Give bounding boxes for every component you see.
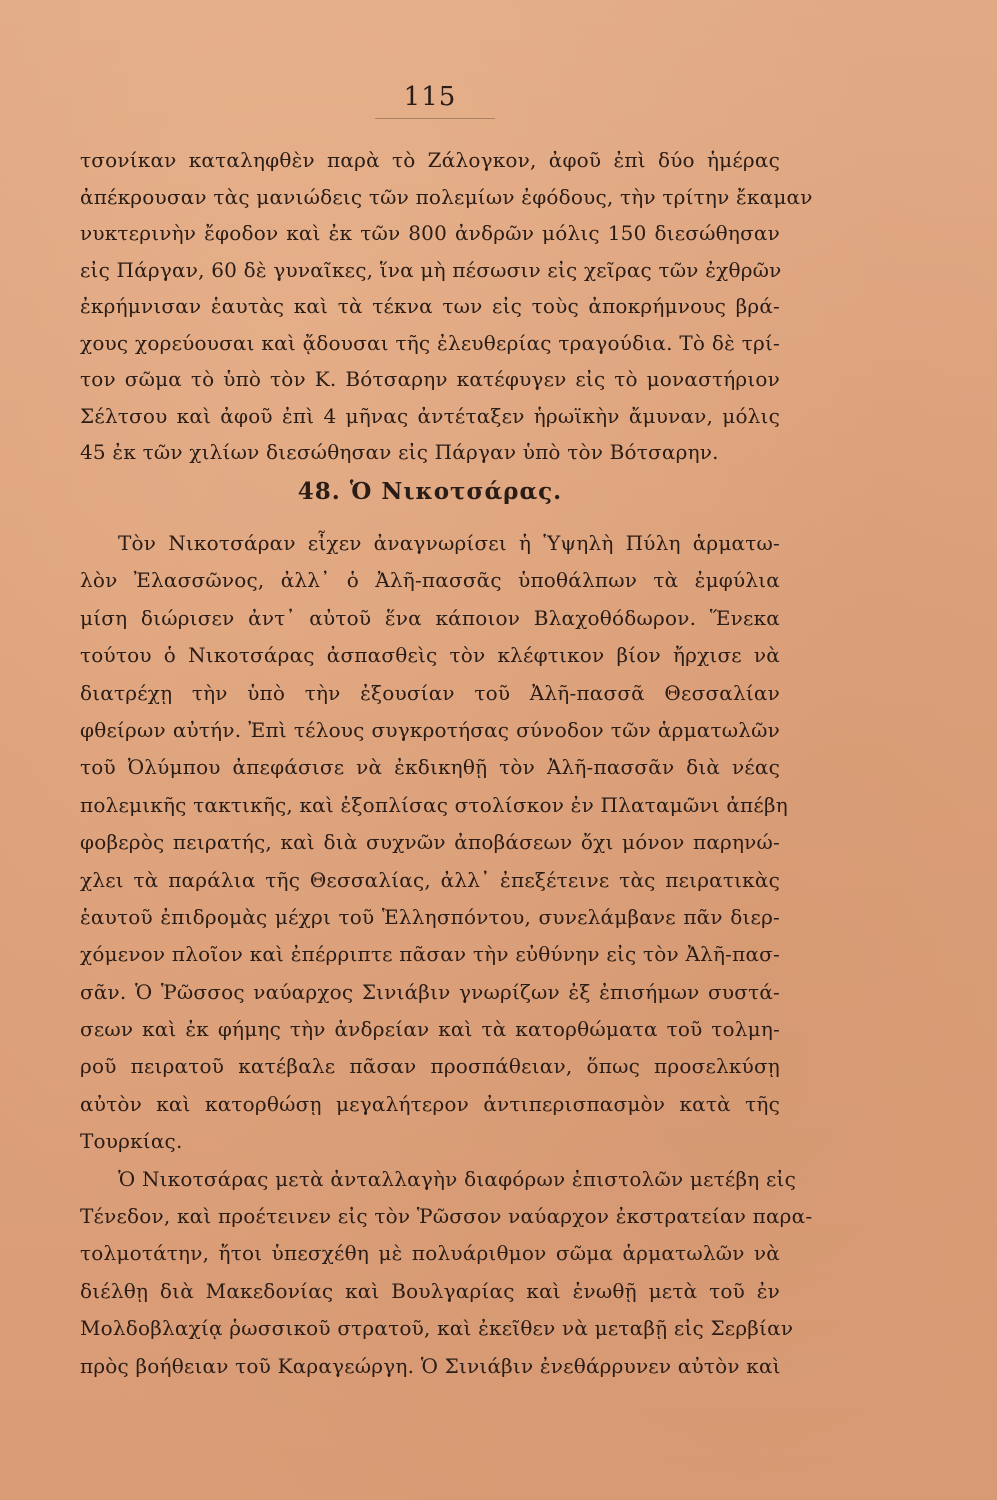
text-line: τολμοτάτην, ἤτοι ὑπεσχέθη μὲ πολυάριθμον σῶμα ἁρματωλῶν νὰ: [80, 1241, 780, 1266]
text-line: τοῦ Ὀλύμπου ἀπεφάσισε νὰ ἐκδικηθῇ τὸν Ἀλῆ-πασσᾶν διὰ νέας: [80, 755, 780, 780]
text-line: ροῦ πειρατοῦ κατέβαλε πᾶσαν προσπάθειαν, ὅπως προσελκύσῃ: [80, 1054, 780, 1079]
page-number: 115: [403, 82, 457, 112]
text-line: πολεμικῆς τακτικῆς, καὶ ἐξοπλίσας στολίσκον ἐν Πλαταμῶνι ἀπέβη: [80, 792, 788, 817]
text-line: νυκτερινὴν ἔφοδον καὶ ἐκ τῶν 800 ἀνδρῶν μόλις 150 διεσώθησαν: [80, 221, 780, 245]
text-line: λὸν Ἐλασσῶνος, ἀλλ᾽ ὁ Ἀλῆ-πασσᾶς ὑποθάλπων τὰ ἐμφύλια: [80, 568, 780, 593]
text-line: αὐτὸν καὶ κατορθώσῃ μεγαλήτερον ἀντιπερισπασμὸν κατὰ τῆς: [80, 1091, 780, 1116]
text-line: φθείρων αὐτήν. Ἐπὶ τέλους συγκροτήσας σύνοδον τῶν ἁρματωλῶν: [80, 717, 780, 742]
text-line: Τουρκίας.: [80, 1129, 183, 1154]
text-line: χλει τὰ παράλια τῆς Θεσσαλίας, ἀλλ᾽ ἐπεξέτεινε τὰς πειρατικὰς: [80, 867, 780, 892]
text-line: τον σῶμα τὸ ὑπὸ τὸν Κ. Βότσαρην κατέφυγεν εἰς τὸ μοναστήριον: [80, 367, 780, 391]
text-line: χους χορεύουσαι καὶ ᾄδουσαι τῆς ἐλευθερίας τραγούδια. Τὸ δὲ τρί-: [80, 330, 780, 355]
text-line: ἑαυτοῦ ἐπιδρομὰς μέχρι τοῦ Ἑλλησπόντου, συνελάμβανε πᾶν διερ-: [80, 904, 780, 929]
text-line: τούτου ὁ Νικοτσάρας ἀσπασθεὶς τὸν κλέφτικον βίον ἤρχισε νὰ: [80, 643, 780, 668]
text-line: διέλθῃ διὰ Μακεδονίας καὶ Βουλγαρίας καὶ ἑνωθῇ μετὰ τοῦ ἐν: [80, 1278, 780, 1303]
header-rule: [375, 118, 495, 119]
text-line: Μολδοβλαχίᾳ ῥωσσικοῦ στρατοῦ, καὶ ἐκεῖθεν νὰ μεταβῇ εἰς Σερβίαν: [80, 1316, 794, 1341]
text-line: Ὁ Νικοτσάρας μετὰ ἀνταλλαγὴν διαφόρων ἐπιστολῶν μετέβη εἰς: [118, 1166, 796, 1191]
paragraph-2: [80, 525, 813, 1385]
text-line: φοβερὸς πειρατής, καὶ διὰ συχνῶν ἀποβάσεων ὄχι μόνον παρηνώ-: [80, 830, 780, 855]
text-line: Τὸν Νικοτσάραν εἶχεν ἀναγνωρίσει ἡ Ὑψηλὴ Πύλη ἁρματω-: [118, 531, 780, 555]
text-line: σᾶν. Ὁ Ῥῶσσος ναύαρχος Σινιάβιν γνωρίζων ἐξ ἐπισήμων συστά-: [80, 979, 780, 1004]
text-line: πρὸς βοήθειαν τοῦ Καραγεώργη. Ὁ Σινιάβιν ἐνεθάρρυνεν αὐτὸν καὶ: [80, 1353, 781, 1378]
paragraph-1: [80, 142, 813, 471]
text-line: σεων καὶ ἐκ φήμης τὴν ἀνδρείαν καὶ τὰ κατορθώματα τοῦ τολμη-: [80, 1017, 780, 1042]
text-line: μίση διώρισεν ἀντ᾽ αὐτοῦ ἕνα κάποιον Βλαχοθόδωρον. Ἕνεκα: [80, 605, 780, 630]
text-line: ἐκρήμνισαν ἑαυτὰς καὶ τὰ τέκνα των εἰς τοὺς ἀποκρήμνους βρά-: [80, 294, 780, 318]
text-line: εἰς Πάργαν, 60 δὲ γυναῖκες, ἵνα μὴ πέσωσιν εἰς χεῖρας τῶν ἐχθρῶν: [80, 257, 782, 282]
text-line: χόμενον πλοῖον καὶ ἐπέρριπτε πᾶσαν τὴν εὐθύνην εἰς τὸν Ἀλῆ-πασ-: [80, 942, 780, 967]
text-line: Τένεδον, καὶ προέτεινεν εἰς τὸν Ῥῶσσον ναύαρχον ἐκστρατείαν παρα-: [80, 1204, 813, 1229]
section-heading: 48. Ὁ Νικοτσάρας.: [297, 478, 563, 505]
text-line: ἀπέκρουσαν τὰς μανιώδεις τῶν πολεμίων ἐφόδους, τὴν τρίτην ἔκαμαν: [80, 184, 813, 209]
text-line: 45 ἐκ τῶν χιλίων διεσώθησαν εἰς Πάργαν ὑπὸ τὸν Βότσαρην.: [80, 440, 719, 464]
text-line: τσονίκαν καταληφθὲν παρὰ τὸ Ζάλογκον, ἀφοῦ ἐπὶ δύο ἡμέρας: [80, 148, 780, 172]
text-line: διατρέχῃ τὴν ὑπὸ τὴν ἐξουσίαν τοῦ Ἀλῆ-πασσᾶ Θεσσαλίαν: [80, 680, 780, 705]
text-line: Σέλτσου καὶ ἀφοῦ ἐπὶ 4 μῆνας ἀντέταξεν ἡρωϊκὴν ἄμυναν, μόλις: [80, 403, 780, 428]
